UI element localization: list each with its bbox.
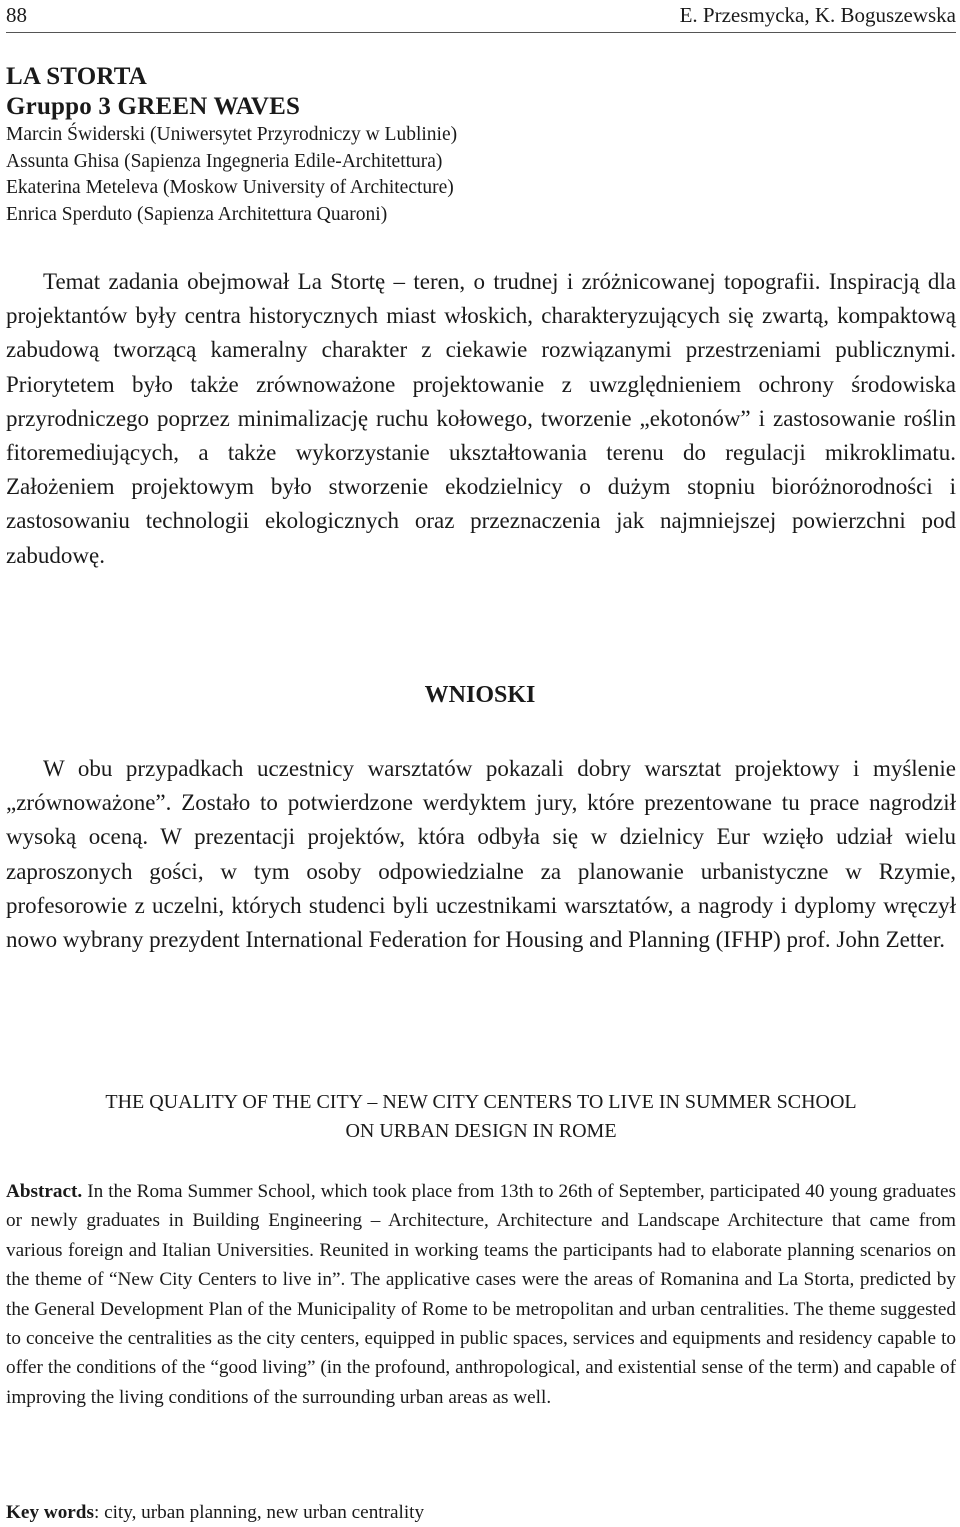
abstract-text: In the Roma Summer School, which took place from 13th to 26th of September, participated 40 young graduates or newly graduates in Building Engineering – Architecture, Architecture and Landscape Architecture that came from various foreign and Italian Universities. Reunited in working teams the participants had to elaborate planning scenarios on the theme of “New City Centers to live in”. The applicative cases were the areas of Romanina and La Storta, predicted by the General Development Plan of the Municipality of Rome to be metropolitan and urban centralities. The theme suggested to conceive the centralities as the city centers, equipped in public spaces, services and equipments and residency capable to offer the conditions of the “good living” (in the profound, anthropological, and existential sense of the term) and capable of improving the living conditions of the surrounding urban areas as well. [6, 1181, 956, 1408]
keywords-label: Key words [6, 1502, 94, 1523]
project-credits [6, 62, 956, 228]
page-number: 88 [6, 3, 27, 27]
abstract-title-line: ON URBAN DESIGN IN ROME [345, 1120, 617, 1142]
abstract-title-line: THE QUALITY OF THE CITY – NEW CITY CENTERS TO LIVE IN SUMMER SCHOOL [105, 1091, 857, 1113]
member-line: Ekaterina Meteleva (Moskow University of Architecture) [6, 177, 454, 198]
abstract-title [6, 1088, 956, 1146]
keywords-line [6, 1500, 956, 1526]
abstract-paragraph [6, 1177, 956, 1412]
abstract-label: Abstract. [6, 1181, 83, 1202]
conclusions-paragraph: W obu przypadkach uczestnicy warsztatów pokazali dobry warsztat projektowy i myślenie „zrównoważone”. Zostało to potwierdzone werdyktem jury, które prezentowane tu prace nagrodził wysoką oceną. W prezentacji projektów, która odbyła się w dzielnicy Eur wzięło udział wielu zaproszonych gości, w tym osoby odpowiedzialne za planowanie urbanistyczne w Rzymie, profesorowie z uczelni, których studenci byli uczestnikami warsztatów, a nagrody i dyplomy wręczył nowo wybrany prezydent International Federation for Housing and Planning (IFHP) prof. John Zetter. [6, 756, 956, 953]
body-paragraph: Temat zadania obejmował La Stortę – teren, o trudnej i zróżnicowanej topografii. Inspiracją dla projektantów były centra historycznych miast włoskich, charakteryzujących się zwartą, kompaktową zabudową tworzącą kameralny charakter z ciekawie rozwiązanymi przestrzeniami publicznymi. Priorytetem było także zrównoważone projektowanie z uwzględnieniem ochrony środowiska przyrodniczego poprzez minimalizację ruchu kołowego, tworzenie „ekotonów” i zastosowanie roślin fitoremediujących, a także wykorzystanie ukształtowania terenu do regulacji mikroklimatu. Założeniem projektowym było stworzenie ekodzielnicy o dużym stopniu bioróżnorodności i zastosowaniu technologii ekologicznych oraz przeznaczenia jak najmniejszej powierzchni pod zabudowę. [6, 269, 956, 568]
site-title: LA STORTA [6, 63, 148, 90]
running-head: E. Przesmycka, K. Boguszewska [679, 3, 956, 27]
member-line: Enrica Sperduto (Sapienza Architettura Quaroni) [6, 203, 388, 225]
page-header [6, 0, 956, 33]
member-line: Marcin Świderski (Uniwersytet Przyrodniczy w Lublinie) [6, 124, 458, 145]
member-line: Assunta Ghisa (Sapienza Ingegneria Edile-Architettura) [6, 150, 443, 172]
section-heading-conclusions: WNIOSKI [424, 682, 536, 708]
keywords-text: : city, urban planning, new urban centrality [93, 1502, 425, 1523]
group-title: Gruppo 3 GREEN WAVES [6, 93, 301, 120]
